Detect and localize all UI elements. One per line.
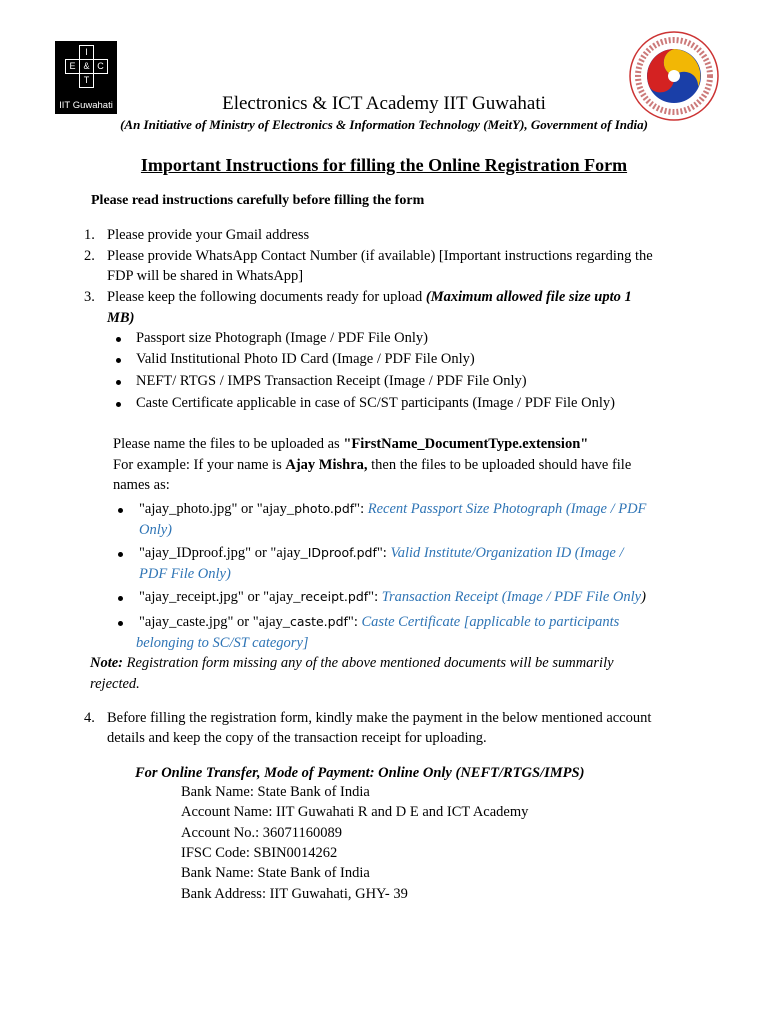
naming-line1 [113, 434, 588, 455]
logo-cell: I [79, 45, 94, 60]
file-description: Only) [139, 522, 173, 538]
file-description: Caste Certificate [applicable to participants [357, 614, 620, 630]
naming-line2 [113, 455, 631, 476]
document-item: NEFT/ RTGS / IMPS Transaction Receipt (Image / PDF File Only) [136, 373, 527, 389]
file-name: ": [354, 501, 365, 517]
bullet-icon [118, 596, 123, 601]
file-example [139, 499, 646, 520]
bullet-icon [118, 508, 123, 513]
file-name: "ajay_photo.jpg" or "ajay_ [139, 501, 295, 517]
bullet-icon [118, 621, 123, 626]
logo-cell: & [79, 59, 94, 74]
file-name: ": [368, 589, 379, 605]
file-example [139, 612, 619, 633]
bank-name: Bank Name: State Bank of India [181, 865, 370, 881]
note-label: Note: [90, 655, 124, 671]
naming-text: then the files to be uploaded should have file [367, 457, 632, 473]
file-description: Transaction Receipt (Image / PDF File Only [378, 589, 642, 605]
logo-cell: T [79, 73, 94, 88]
bullet-icon [118, 552, 123, 557]
naming-text: Please name the files to be uploaded as [113, 436, 344, 452]
note-text: Registration form missing any of the above mentioned documents will be summarily [123, 655, 614, 671]
item-gmail: Please provide your Gmail address [107, 227, 310, 243]
item-whatsapp-line1: Please provide WhatsApp Contact Number (if available) [Important instructions regarding the [107, 248, 653, 264]
file-description: belonging to SC/ST category] [136, 635, 309, 651]
bullet-icon [116, 380, 121, 385]
account-name: Account Name: IIT Guwahati R and D E and ICT Academy [181, 804, 529, 820]
document-item: Valid Institutional Photo ID Card (Image / PDF File Only) [136, 351, 475, 367]
item-documents-line1 [107, 287, 632, 308]
item-payment-line1: Before filling the registration form, kindly make the payment in the below mentioned account [107, 710, 652, 726]
file-name: "ajay_caste.jpg" or "ajay_ [139, 614, 291, 630]
bank-name: Bank Name: State Bank of India [181, 784, 370, 800]
file-description: PDF File Only) [139, 566, 231, 582]
file-name: IDproof.pdf [307, 545, 377, 560]
file-size-note-end: MB) [107, 310, 135, 326]
item-number: 2. [84, 248, 95, 264]
file-name: receipt.pdf [300, 589, 369, 604]
document-heading: Important Instructions for filling the Online Registration Form [140, 155, 628, 175]
academy-subtitle: (An Initiative of Ministry of Electronics & Information Technology (MeitY), Government of India) [120, 117, 648, 132]
file-name: ": [376, 545, 387, 561]
file-name: photo.pdf [294, 501, 355, 516]
file-name: caste.pdf [290, 614, 348, 629]
logo-cell: C [93, 59, 108, 74]
bullet-icon [116, 337, 121, 342]
file-description: Recent Passport Size Photograph (Image / PDF [364, 501, 647, 517]
item-number: 4. [84, 710, 95, 726]
item-number: 3. [84, 289, 95, 305]
file-example [139, 543, 624, 564]
naming-format: "FirstName_DocumentType.extension" [343, 436, 589, 452]
file-name: "ajay_IDproof.jpg" or "ajay_ [139, 545, 308, 561]
naming-text: For example: If your name is [113, 457, 286, 473]
read-instructions-note: Please read instructions carefully before filling the form [91, 193, 425, 208]
item-payment-line2: details and keep the copy of the transaction receipt for uploading. [107, 730, 487, 746]
naming-line3: names as: [113, 477, 170, 493]
logo-caption: IIT Guwahati [59, 100, 113, 111]
file-example [139, 587, 646, 608]
file-description: Valid Institute/Organization ID (Image / [386, 545, 624, 561]
example-name: Ajay Mishra, [285, 457, 368, 473]
file-name: "ajay_receipt.jpg" or "ajay_ [139, 589, 301, 605]
ifsc-code: IFSC Code: SBIN0014262 [181, 845, 338, 861]
file-size-note: (Maximum allowed file size upto 1 [425, 289, 632, 305]
item-documents-text: Please keep the following documents ready for upload [107, 289, 426, 305]
bullet-icon [116, 358, 121, 363]
file-description-end: ) [641, 589, 646, 605]
document-item: Passport size Photograph (Image / PDF File Only) [136, 330, 428, 346]
note-line2: rejected. [90, 676, 140, 692]
item-whatsapp-line2: FDP will be shared in WhatsApp] [107, 268, 304, 284]
payment-heading: For Online Transfer, Mode of Payment: Online Only (NEFT/RTGS/IMPS) [135, 765, 585, 781]
document-item: Caste Certificate applicable in case of SC/ST participants (Image / PDF File Only) [136, 395, 615, 411]
academy-title: Electronics & ICT Academy IIT Guwahati [222, 93, 546, 114]
bullet-icon [116, 402, 121, 407]
file-name: ": [347, 614, 358, 630]
item-number: 1. [84, 227, 95, 243]
bank-address: Bank Address: IIT Guwahati, GHY- 39 [181, 886, 408, 902]
logo-cell: E [65, 59, 80, 74]
note-line1 [90, 653, 614, 674]
account-number: Account No.: 36071160089 [181, 825, 342, 841]
